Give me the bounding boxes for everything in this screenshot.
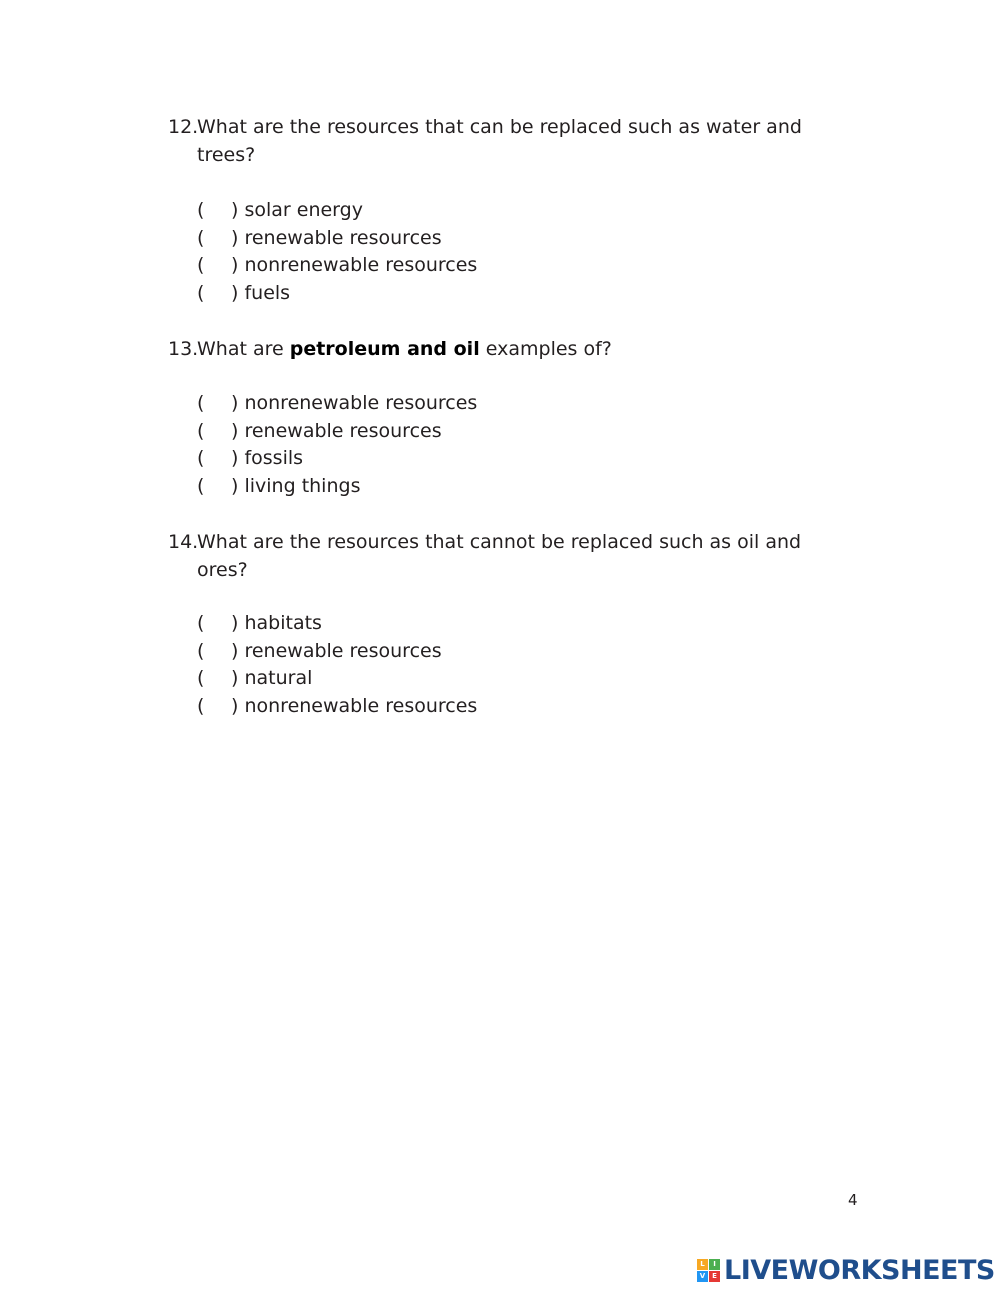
option-item: [197, 252, 477, 280]
question-text-continued: trees?: [197, 144, 256, 166]
logo-blocks-icon: [697, 1259, 720, 1282]
option-label: nonrenewable resources: [244, 695, 478, 718]
page-number: 4: [848, 1191, 858, 1209]
option-item: [197, 280, 477, 308]
answer-box-open[interactable]: (: [197, 447, 205, 470]
answer-box-close[interactable]: ): [231, 639, 239, 662]
logo-block: E: [709, 1271, 720, 1282]
answer-box-close[interactable]: ): [231, 695, 239, 718]
answer-box-open[interactable]: (: [197, 667, 205, 690]
option-label: natural: [244, 667, 313, 690]
option-item: [197, 665, 477, 693]
option-label: renewable resources: [244, 419, 442, 442]
answer-box-open[interactable]: (: [197, 199, 205, 221]
question-text-continued: ores?: [197, 559, 248, 581]
option-label: renewable resources: [244, 639, 442, 662]
answer-box-open[interactable]: (: [197, 254, 205, 277]
logo-block: V: [697, 1271, 708, 1282]
question-text: [197, 335, 848, 363]
answer-box-open[interactable]: (: [197, 612, 205, 634]
option-item: [197, 473, 477, 501]
options-question-13: [197, 390, 477, 501]
answer-box-close[interactable]: ): [231, 612, 239, 634]
option-label: fuels: [244, 282, 291, 305]
answer-box-open[interactable]: (: [197, 639, 205, 662]
option-item: [197, 610, 477, 638]
answer-box-close[interactable]: ): [231, 282, 239, 305]
answer-box-open[interactable]: (: [197, 226, 205, 249]
answer-box-close[interactable]: ): [231, 447, 239, 470]
option-label: nonrenewable resources: [244, 254, 478, 277]
answer-box-close[interactable]: ): [231, 475, 239, 498]
question-13: [168, 335, 848, 363]
question-number: 12.: [168, 116, 199, 138]
option-item: [197, 445, 477, 473]
option-item: [197, 390, 477, 418]
option-item: [197, 225, 477, 253]
answer-box-open[interactable]: (: [197, 475, 205, 498]
answer-box-open[interactable]: (: [197, 282, 205, 305]
question-text-before: What are: [197, 338, 290, 360]
answer-box-close[interactable]: ): [231, 667, 239, 690]
question-text-bold: petroleum and oil: [289, 338, 480, 360]
question-12: [168, 113, 848, 169]
answer-box-close[interactable]: ): [231, 226, 239, 249]
logo-text: LIVEWORKSHEETS: [724, 1254, 995, 1286]
answer-box-close[interactable]: ): [231, 392, 239, 414]
answer-box-open[interactable]: (: [197, 419, 205, 442]
option-item: [197, 418, 477, 446]
liveworksheets-logo: [697, 1252, 995, 1288]
question-text: What are the resources that can be replaced such as water and: [197, 116, 802, 138]
answer-box-close[interactable]: ): [231, 199, 239, 221]
logo-block: I: [709, 1259, 720, 1270]
option-label: solar energy: [244, 199, 363, 221]
option-label: nonrenewable resources: [244, 392, 478, 414]
option-label: renewable resources: [244, 226, 442, 249]
option-item: [197, 693, 477, 721]
option-item: [197, 638, 477, 666]
question-text-after: examples of?: [479, 338, 612, 360]
option-item: [197, 197, 477, 225]
options-question-14: [197, 610, 477, 721]
answer-box-close[interactable]: ): [231, 419, 239, 442]
option-label: habitats: [244, 612, 322, 634]
question-14: [168, 528, 848, 584]
answer-box-open[interactable]: (: [197, 695, 205, 718]
answer-box-close[interactable]: ): [231, 254, 239, 277]
logo-block: L: [697, 1259, 708, 1270]
option-label: living things: [244, 475, 361, 498]
question-text: What are the resources that cannot be replaced such as oil and: [197, 531, 802, 553]
option-label: fossils: [244, 447, 304, 470]
options-question-12: [197, 197, 477, 308]
question-number: 14.: [168, 531, 199, 553]
answer-box-open[interactable]: (: [197, 392, 205, 414]
question-number: 13.: [168, 338, 199, 360]
